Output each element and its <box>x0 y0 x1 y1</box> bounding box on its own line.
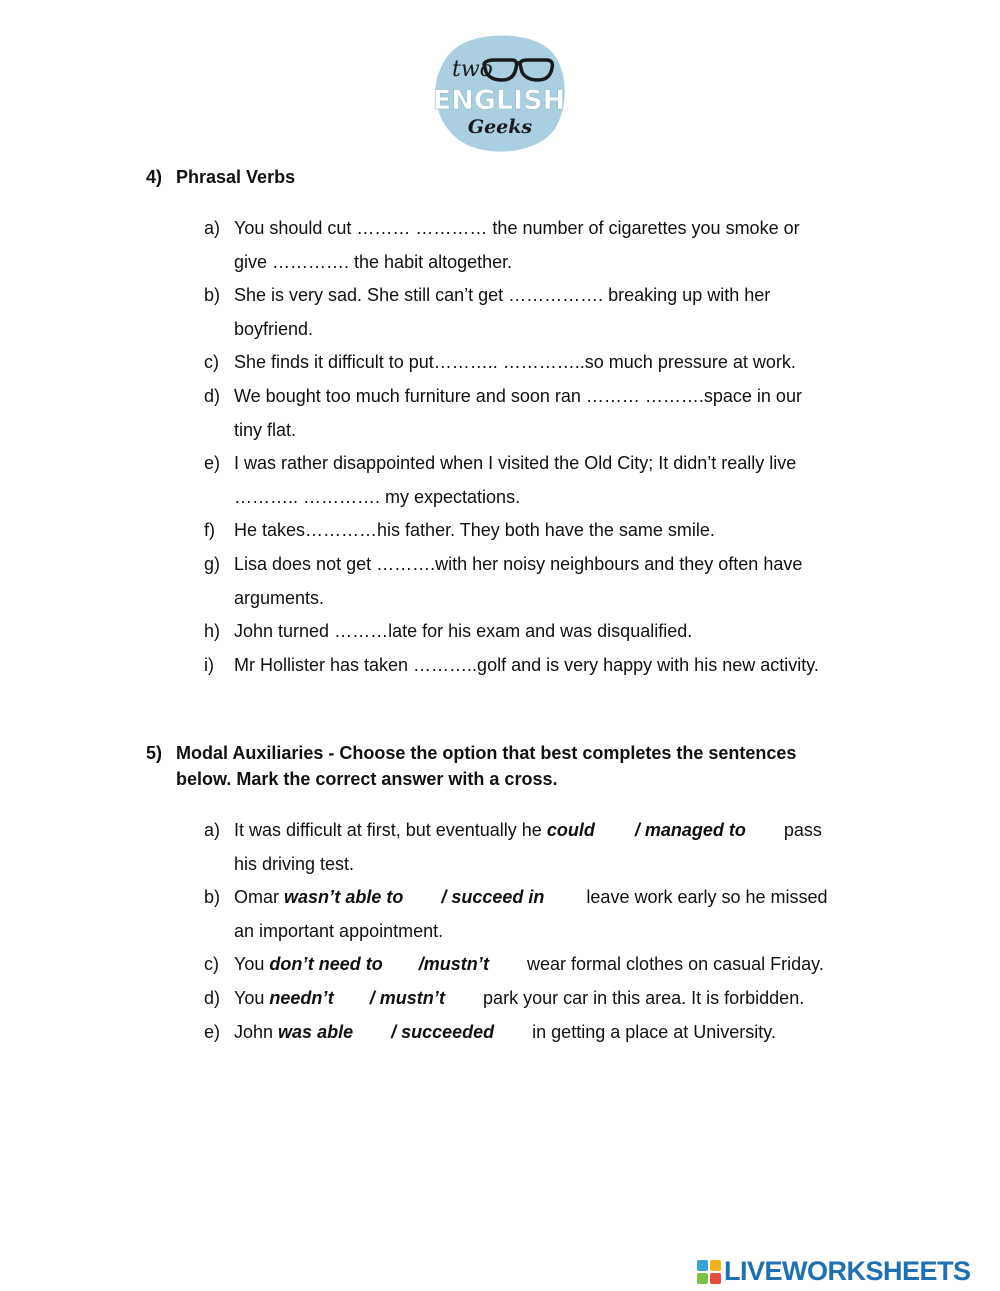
item-text <box>234 615 884 649</box>
item-text-after: in getting a place at University. <box>532 1021 776 1042</box>
item-text <box>234 881 884 948</box>
item-line: John turned ………late for his exam and was disqualified. <box>234 621 693 642</box>
item-text <box>234 279 884 346</box>
list-item <box>204 279 884 346</box>
liveworksheets-icon <box>697 1260 721 1284</box>
item-line: an important appointment. <box>234 920 444 941</box>
item-text <box>234 982 884 1016</box>
liveworksheets-brand <box>697 1256 971 1287</box>
item-line: I was rather disappointed when I visited the Old City; It didn’t really live <box>234 453 797 474</box>
item-line: ……….. …………. my expectations. <box>234 486 521 507</box>
section-number: 5) <box>146 743 163 763</box>
option-one[interactable]: could <box>546 820 595 840</box>
option-one[interactable]: don’t need to <box>269 954 383 975</box>
item-text-after: pass <box>783 820 822 840</box>
item-line: She finds it difficult to put……….. …………..so much pressure at work. <box>234 352 796 373</box>
item-letter: i) <box>204 654 214 675</box>
option-one[interactable]: wasn’t able to <box>284 887 404 908</box>
section-title <box>176 740 906 792</box>
phrasal-verb-list <box>204 212 884 682</box>
item-letter: b) <box>204 887 221 908</box>
item-text <box>234 1016 884 1050</box>
item-line: We bought too much furniture and soon ran ……… ……….space in our <box>234 385 802 406</box>
option-two[interactable]: /mustn’t <box>418 954 490 975</box>
item-line: boyfriend. <box>234 318 314 339</box>
option-one[interactable]: was able <box>278 1021 354 1042</box>
item-line: Mr Hollister has taken ………..golf and is very happy with his new activity. <box>234 654 819 675</box>
item-text-after: park your car in this area. It is forbidden. <box>483 987 805 1008</box>
item-letter: f) <box>204 520 215 541</box>
section-title-line: Modal Auxiliaries - Choose the option that best completes the sentences <box>176 743 797 763</box>
icon-tile <box>710 1273 721 1284</box>
list-item <box>204 649 884 683</box>
item-line: give …………. the habit altogether. <box>234 251 513 272</box>
section-heading <box>146 740 906 792</box>
list-item <box>204 1016 884 1050</box>
item-letter: a) <box>204 820 221 840</box>
item-line: You should cut ……… ………… the number of cigarettes you smoke or <box>234 218 800 238</box>
item-text <box>234 814 884 881</box>
logo-english-text: ENGLISH <box>432 85 566 116</box>
option-two[interactable]: / managed to <box>634 820 746 840</box>
list-item <box>204 548 884 615</box>
item-letter: e) <box>204 1021 221 1042</box>
option-two[interactable]: / succeed in <box>441 887 545 908</box>
list-item <box>204 982 884 1016</box>
item-line: his driving test. <box>234 853 355 874</box>
section-title: Phrasal Verbs <box>176 167 296 187</box>
item-text <box>234 380 884 447</box>
logo-geeks-text: Geeks <box>467 116 533 138</box>
item-text-before: You <box>234 954 270 975</box>
item-text-before: You <box>234 987 270 1008</box>
logo-graphic <box>428 30 570 156</box>
item-line: arguments. <box>234 587 325 608</box>
list-item <box>204 212 884 279</box>
item-letter: c) <box>204 954 219 975</box>
item-letter: h) <box>204 621 221 642</box>
item-letter: b) <box>204 285 221 306</box>
item-text-before: John <box>234 1021 279 1042</box>
option-one[interactable]: needn’t <box>269 987 334 1008</box>
icon-tile <box>697 1273 708 1284</box>
item-text-before: Omar <box>234 887 285 908</box>
item-text-after: wear formal clothes on casual Friday. <box>527 954 824 975</box>
item-text <box>234 514 884 548</box>
item-text <box>234 948 884 982</box>
item-letter: d) <box>204 385 221 406</box>
item-text-before: It was difficult at first, but eventually he <box>234 820 547 840</box>
brand-name: LIVEWORKSHEETS <box>724 1256 971 1286</box>
item-text <box>234 649 884 683</box>
item-line: tiny flat. <box>234 419 297 440</box>
item-text <box>234 548 884 615</box>
item-line: Lisa does not get ……….with her noisy neighbours and they often have <box>234 553 803 574</box>
item-text-after: leave work early so he missed <box>586 887 828 908</box>
two-english-geeks-logo <box>428 30 570 156</box>
list-item <box>204 514 884 548</box>
option-two[interactable]: / mustn’t <box>369 987 446 1008</box>
section-modal-auxiliaries <box>146 740 906 1042</box>
item-text <box>234 447 884 514</box>
list-item <box>204 346 884 380</box>
list-item <box>204 615 884 649</box>
modal-question-list <box>204 814 884 1049</box>
list-item <box>204 380 884 447</box>
section-heading <box>146 164 906 190</box>
item-letter: e) <box>204 453 221 474</box>
option-two[interactable]: / succeeded <box>391 1021 495 1042</box>
section-title-line: below. Mark the correct answer with a cross. <box>176 769 558 789</box>
section-number: 4) <box>146 167 163 187</box>
item-line: He takes…………his father. They both have the same smile. <box>234 520 715 541</box>
item-letter: a) <box>204 218 221 238</box>
list-item <box>204 447 884 514</box>
list-item <box>204 881 884 948</box>
list-item <box>204 948 884 982</box>
list-item <box>204 814 884 881</box>
logo-two-text: two <box>452 57 493 82</box>
item-text <box>234 212 884 279</box>
item-line: She is very sad. She still can’t get ……………. breaking up with her <box>234 285 771 306</box>
item-letter: d) <box>204 987 221 1008</box>
item-letter: c) <box>204 352 219 373</box>
icon-tile <box>697 1260 708 1271</box>
icon-tile <box>710 1260 721 1271</box>
item-letter: g) <box>204 553 221 574</box>
item-text <box>234 346 884 380</box>
section-phrasal-verbs <box>146 164 906 675</box>
